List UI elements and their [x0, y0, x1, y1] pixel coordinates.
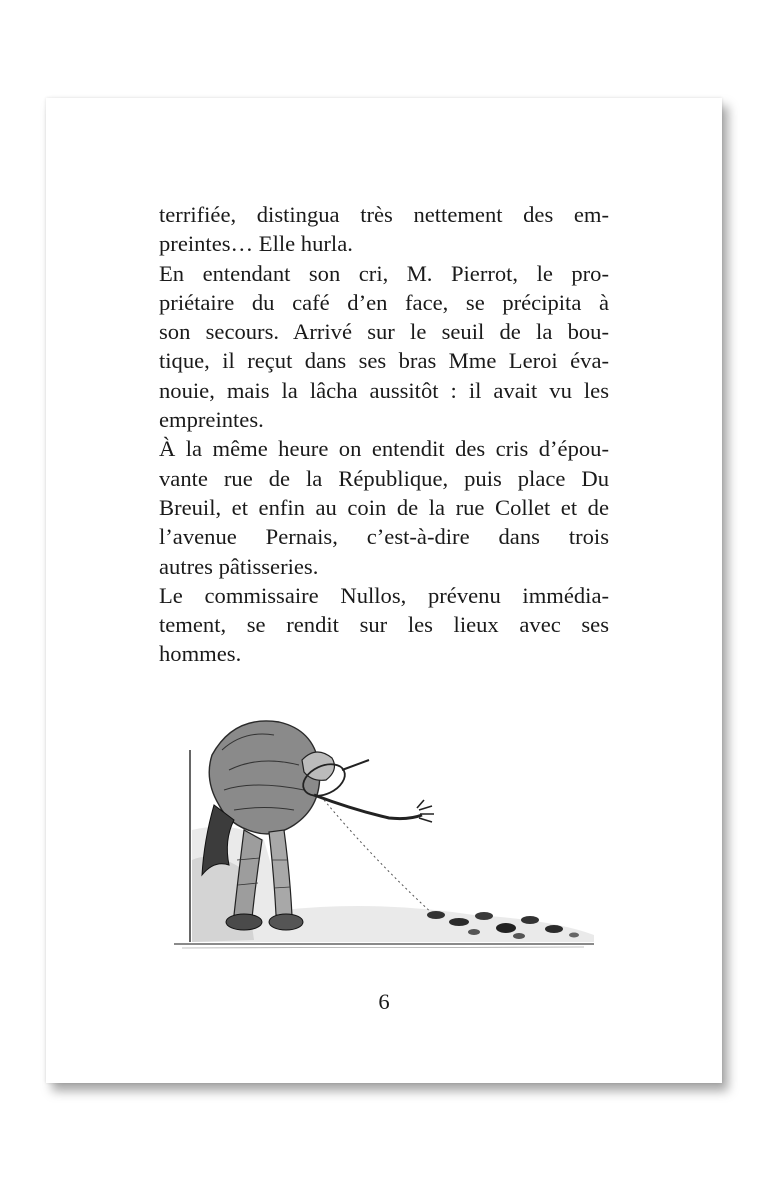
text-line: tement, se rendit sur les lieux avec ses [159, 612, 609, 638]
text-line: En entendant son cri, M. Pierrot, le pro- [159, 260, 609, 286]
text-line: hommes. [159, 641, 242, 667]
text-line: À la même heure on entendit des cris d’épou- [159, 436, 609, 462]
text-line: son secours. Arrivé sur le seuil de la bou- [159, 319, 609, 345]
book-page [46, 98, 722, 1083]
text-line: Breuil, et enfin au coin de la rue Collet et de [159, 494, 609, 520]
text-line: preintes… Elle hurla. [159, 231, 353, 257]
page-number: 6 [378, 989, 390, 1014]
text-line: Le commissaire Nullos, prévenu immédia- [159, 582, 609, 608]
text-line: empreintes. [159, 407, 264, 433]
text-line: terrifiée, distingua très nettement des em- [159, 202, 609, 227]
text-line: priétaire du café d’en face, se précipita à [159, 289, 609, 315]
text-line: l’avenue Pernais, c’est-à-dire dans trois [159, 524, 609, 550]
body-text [159, 200, 609, 669]
text-line: autres pâtisseries. [159, 553, 319, 579]
text-line: tique, il reçut dans ses bras Mme Leroi éva- [159, 348, 609, 374]
text-line: nouie, mais la lâcha aussitôt : il avait vu les [159, 377, 609, 403]
text-line: vante rue de la République, puis place Du [159, 465, 609, 491]
ink-sketch-man-with-magnifying-glass-icon [174, 710, 599, 972]
